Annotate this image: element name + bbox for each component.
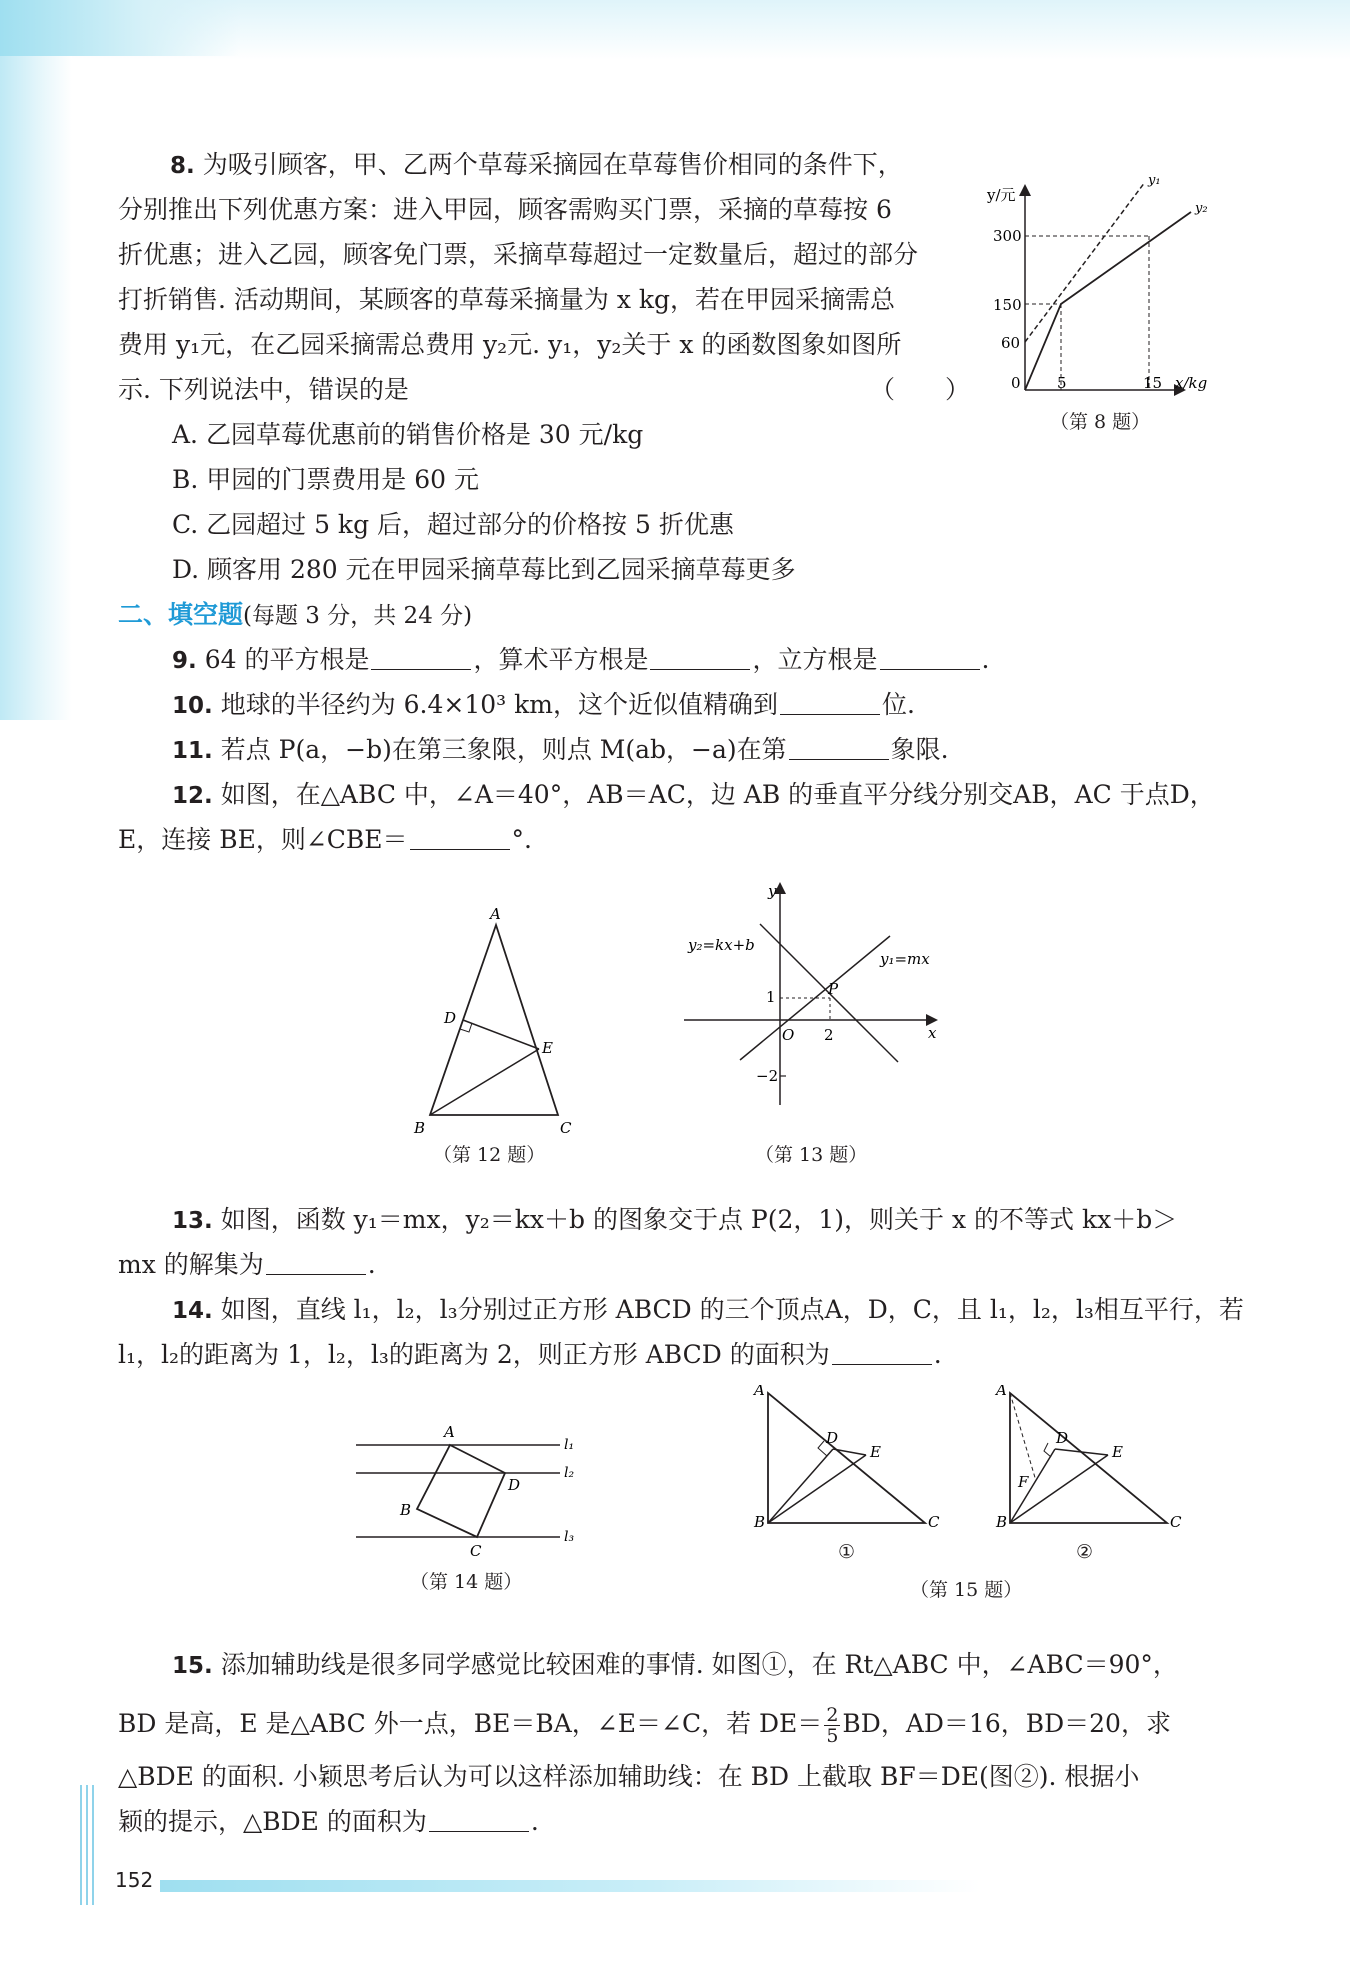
q11-text-1: 若点 P(a，−b)在第三象限，则点 M(ab，−a)在第 <box>220 735 787 764</box>
q9-text-1: 64 的平方根是 <box>204 645 370 674</box>
q15-sub-2: ② <box>1076 1541 1094 1563</box>
q15-line-1 <box>172 1648 1178 1683</box>
q14-label-l1: l₁ <box>564 1437 575 1453</box>
q15-fig2-label-b: B <box>996 1513 1008 1531</box>
q15-fig1-label-d: D <box>826 1429 839 1447</box>
q10-blank <box>780 692 880 715</box>
q8-line-4: 打折销售. 活动期间，某顾客的草莓采摘量为 x kg，若在甲园采摘需总 <box>118 285 896 314</box>
q13-tick-1-label: 1 <box>766 988 776 1006</box>
q9-blank-2 <box>650 647 750 670</box>
q15-fig2-label-c: C <box>1170 1513 1182 1531</box>
q15-caption: （第 15 题） <box>910 1579 1023 1601</box>
q15-fig2-altitude-bd <box>1010 1449 1055 1523</box>
q15-fig2-right-angle-mark <box>1044 1443 1051 1457</box>
q15-text-1: 添加辅助线是很多同学感觉比较困难的事情. 如图①，在 Rt△ABC 中，∠ABC＝90°， <box>220 1650 1178 1679</box>
q15-fig2-segment-af <box>1010 1393 1036 1481</box>
q9-text-3: ，立方根是 <box>752 645 878 674</box>
q12-segment-be <box>430 1049 539 1115</box>
section-2-note: (每题 3 分，共 24 分) <box>243 603 473 629</box>
q8-line-6: 示. 下列说法中，错误的是 <box>118 375 409 404</box>
q13-point-p-label: P <box>828 980 839 998</box>
q8-option-a: A. 乙园草莓优惠前的销售价格是 30 元/kg <box>172 420 644 449</box>
q10-text-1: 地球的半径约为 6.4×10³ km，这个近似值精确到 <box>220 690 778 719</box>
q8-figure <box>985 170 1235 410</box>
q8-y-tick-150: 150 <box>993 296 1022 314</box>
q15-line-3: △BDE 的面积. 小颖思考后认为可以这样添加辅助线：在 BD 上截取 BF＝DE(图②). 根据小 <box>118 1762 1140 1791</box>
q8-text-1: 为吸引顾客，甲、乙两个草莓采摘园在草莓售价相同的条件下， <box>202 150 903 179</box>
q15-fig1-altitude-bd <box>768 1449 833 1523</box>
q8-line-3: 折优惠；进入乙园，顾客免门票，采摘草莓超过一定数量后，超过的部分 <box>118 240 919 269</box>
q14-text-3: . <box>933 1340 942 1369</box>
q12-figure <box>400 905 590 1145</box>
q13-line-2 <box>118 1248 376 1282</box>
q15-text-5: . <box>530 1807 539 1836</box>
q13-tick-neg2-label: −2 <box>756 1067 779 1085</box>
q8-label-y1: y₁ <box>1148 173 1161 188</box>
q15-frac-denominator: 5 <box>826 1725 839 1747</box>
q12-caption: （第 12 题） <box>433 1144 546 1166</box>
q8-answer-paren: （ ） <box>870 375 971 404</box>
q9-number: 9. <box>172 648 197 674</box>
q14-label-b: B <box>400 1501 412 1519</box>
q10-number: 10. <box>172 693 213 719</box>
q15-fig2-segment-de <box>1055 1449 1108 1455</box>
q11-text-2: 象限. <box>890 735 949 764</box>
q14-line-2 <box>118 1338 942 1372</box>
q8-line-2: 分别推出下列优惠方案：进入甲园，顾客需购买门票，采摘的草莓按 6 <box>118 195 892 224</box>
q12-number: 12. <box>172 783 213 809</box>
q15-number: 15. <box>172 1653 213 1679</box>
q8-line-1 <box>170 148 903 183</box>
section-2-title: 二、填空题 <box>118 600 244 629</box>
q15-blank <box>429 1809 529 1832</box>
q13-x-label: x <box>928 1024 937 1042</box>
q14-text-2: l₁，l₂的距离为 1，l₂，l₃的距离为 2，则正方形 ABCD 的面积为 <box>118 1340 830 1369</box>
q11-blank <box>789 737 889 760</box>
q15-fig1-segment-be <box>768 1455 866 1523</box>
q9-blank-3 <box>880 647 980 670</box>
q14-blank <box>832 1342 932 1365</box>
q15-fig2-label-e: E <box>1112 1443 1123 1461</box>
section-2-heading <box>118 598 472 633</box>
q13-figure <box>680 880 960 1140</box>
corner-decoration <box>0 0 240 56</box>
q12-label-d: D <box>444 1009 457 1027</box>
q12-label-c: C <box>560 1119 572 1137</box>
q15-figure-2 <box>992 1385 1192 1535</box>
q15-text-4: 颖的提示，△BDE 的面积为 <box>118 1807 427 1836</box>
q10-text-2: 位. <box>882 690 915 719</box>
q8-x-axis-label: x/kg <box>1175 374 1208 392</box>
q15-fig2-triangle-abc <box>1010 1393 1167 1523</box>
q8-line-y1 <box>1025 182 1145 342</box>
q14-number: 14. <box>172 1298 213 1324</box>
q8-y-tick-60: 60 <box>1001 334 1021 352</box>
q15-figure-1 <box>750 1385 950 1535</box>
q14-label-l3: l₃ <box>564 1529 575 1545</box>
q12-label-e: E <box>542 1039 553 1057</box>
q13-blank <box>266 1252 366 1275</box>
q15-sub-1: ① <box>838 1541 856 1563</box>
q8-number: 8. <box>170 153 195 179</box>
q13-line-y2-label: y₂=kx+b <box>688 936 755 954</box>
q14-label-l2: l₂ <box>564 1465 575 1481</box>
q15-fig2-label-d: D <box>1056 1429 1069 1447</box>
q15-fig2-label-f: F <box>1018 1473 1029 1491</box>
q15-fig1-label-a: A <box>754 1385 765 1399</box>
q13-tick-2-label: 2 <box>824 1026 834 1044</box>
q15-fig1-label-e: E <box>870 1443 881 1461</box>
q15-line-4 <box>118 1805 539 1839</box>
q14-label-d: D <box>508 1476 521 1494</box>
q13-line-y1 <box>740 936 890 1060</box>
q15-fig1-label-c: C <box>928 1513 940 1531</box>
q13-number: 13. <box>172 1208 213 1234</box>
q9-blank-1 <box>371 647 471 670</box>
q8-line-5: 费用 y₁元，在乙园采摘需总费用 y₂元. y₁，y₂关于 x 的函数图象如图所 <box>118 330 902 359</box>
q13-line-y1-label: y₁=mx <box>880 950 930 968</box>
q12-text-2: E，连接 BE，则∠CBE＝ <box>118 825 408 854</box>
q14-line-1 <box>172 1293 1244 1328</box>
q15-line-2 <box>118 1705 1171 1746</box>
q13-y-label: y <box>768 882 777 900</box>
footer-bar <box>160 1880 980 1892</box>
q8-option-c: C. 乙园超过 5 kg 后，超过部分的价格按 5 折优惠 <box>172 510 734 539</box>
q8-line-y2 <box>1025 212 1191 390</box>
footer-margin-lines <box>80 1785 100 1905</box>
q14-figure <box>350 1415 600 1565</box>
q13-line-1 <box>172 1203 1177 1238</box>
q14-square-abcd <box>417 1445 505 1537</box>
q8-option-d: D. 顾客用 280 元在甲园采摘草莓比到乙园采摘草莓更多 <box>172 555 796 584</box>
q11 <box>172 733 949 768</box>
q8-label-y2: y₂ <box>1195 201 1208 216</box>
q13-text-2: mx 的解集为 <box>118 1250 264 1279</box>
q12-line-2 <box>118 823 532 857</box>
q15-text-2: BD 是高，E 是△ABC 外一点，BE＝BA，∠E＝∠C，若 DE＝ <box>118 1709 823 1738</box>
page-number: 152 <box>115 1868 154 1892</box>
q9 <box>172 643 989 678</box>
q11-number: 11. <box>172 738 213 764</box>
q13-text-1: 如图，函数 y₁＝mx，y₂＝kx＋b 的图象交于点 P(2，1)，则关于 x 的不等式 kx＋b＞ <box>220 1205 1178 1234</box>
q12-text-3: °. <box>511 825 532 854</box>
q8-x-tick-15: 15 <box>1143 374 1163 392</box>
q14-label-c: C <box>470 1542 482 1560</box>
q15-fig1-triangle-abc <box>768 1393 925 1523</box>
q8-caption: （第 8 题） <box>1050 411 1151 433</box>
q13-text-3: . <box>367 1250 376 1279</box>
q14-label-a: A <box>444 1423 455 1441</box>
q9-text-2: ，算术平方根是 <box>473 645 649 674</box>
q8-x-tick-5: 5 <box>1057 374 1067 392</box>
q12-text-1: 如图，在△ABC 中，∠A＝40°，AB＝AC，边 AB 的垂直平分线分别交AB，AC 于点D， <box>220 780 1215 809</box>
left-decoration <box>0 0 72 720</box>
q13-caption: （第 13 题） <box>755 1144 868 1166</box>
q12-label-b: B <box>414 1119 426 1137</box>
q10 <box>172 688 915 723</box>
q15-frac-numerator: 2 <box>826 1704 839 1726</box>
q15-fig2-label-a: A <box>996 1385 1007 1399</box>
q9-text-4: . <box>981 645 990 674</box>
q14-caption: （第 14 题） <box>410 1571 523 1593</box>
q8-y-axis-label: y/元 <box>987 186 1016 204</box>
q15-text-3: BD，AD＝16，BD＝20，求 <box>842 1709 1171 1738</box>
q8-y-tick-300: 300 <box>993 227 1022 245</box>
q12-blank <box>410 827 510 850</box>
q8-option-b: B. 甲园的门票费用是 60 元 <box>172 465 479 494</box>
q15-fraction <box>824 1705 840 1746</box>
q12-label-a: A <box>490 905 501 923</box>
q13-origin-label: O <box>782 1026 795 1044</box>
q15-fig1-label-b: B <box>754 1513 766 1531</box>
q14-text-1: 如图，直线 l₁，l₂，l₃分别过正方形 ABCD 的三个顶点A，D，C，且 l₁，l₂，l₃相互平行，若 <box>220 1295 1244 1324</box>
q12-line-1 <box>172 778 1215 813</box>
q8-x-tick-0: 0 <box>1011 374 1021 392</box>
